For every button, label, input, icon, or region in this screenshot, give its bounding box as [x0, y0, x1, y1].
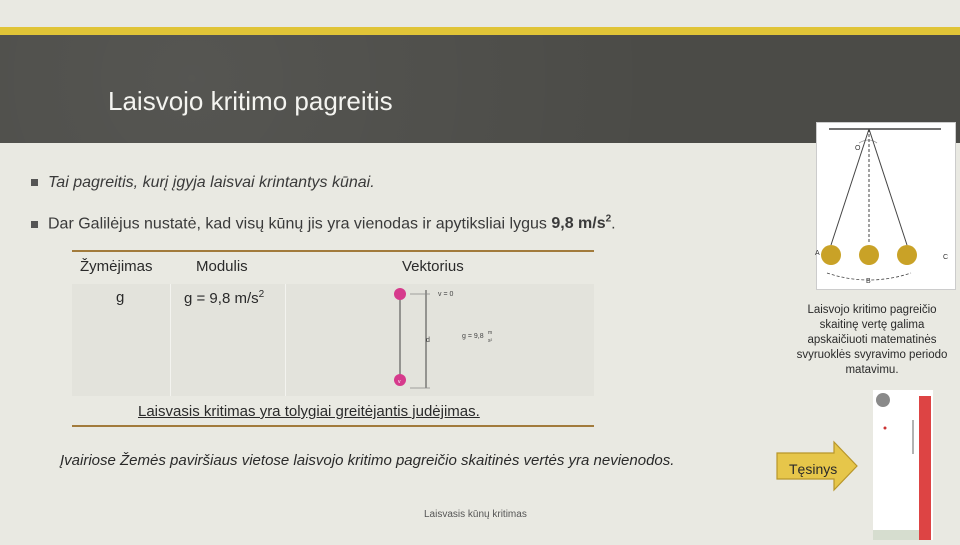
slide-title: Laisvojo kritimo pagreitis [108, 86, 393, 116]
table-body [72, 284, 594, 396]
bullet-square-icon [31, 221, 38, 228]
g-unit-bottom: s² [488, 338, 493, 344]
table-caption: Laisvasis kritimas yra tolygiai greitėjantis judėjimas. [138, 403, 480, 420]
column-divider [285, 284, 286, 396]
slide-footer: Laisvasis kūnų kritimas [424, 509, 527, 520]
simulation-thumbnail [873, 390, 933, 540]
column-divider [170, 284, 171, 396]
bob-a [821, 245, 841, 265]
g-label: g = 9,8 [462, 333, 484, 340]
v-bottom-label: v [398, 379, 401, 385]
bullet-text: Tai pagreitis, kurį įgyja laisvai krintantys kūnai. [48, 174, 375, 191]
col-header-vector: Vektorius [402, 258, 464, 275]
v-zero-label: v = 0 [438, 291, 454, 298]
bullet-item [31, 214, 616, 233]
cell-modulus: g = 9,8 $m/s^2$ [184, 289, 265, 307]
bob-b [859, 245, 879, 265]
pendulum-caption: Laisvojo kritimo pagreičio skaitinę vertę galima apskaičiuoti matematinės svyruoklės svyravimo periodo matavimu. [796, 304, 948, 376]
point-b-label: B [866, 278, 871, 285]
bob-c [897, 245, 917, 265]
table-bottom-rule [72, 425, 594, 427]
bullet-item [31, 174, 375, 192]
continue-label[interactable]: Tęsinys [789, 461, 838, 477]
col-header-symbol: Žymėjimas [80, 258, 153, 275]
point-a-label: A [815, 250, 820, 257]
bullet-end: . [611, 215, 616, 233]
pendulum-image [816, 122, 956, 290]
cell-symbol: g [116, 289, 125, 306]
pendulum-diagram [817, 123, 955, 289]
accent-bar [0, 27, 960, 35]
point-c-label: C [943, 254, 949, 261]
point-o-label: O [855, 145, 861, 152]
d-label: d [426, 337, 430, 344]
col-header-modulus: Modulis [196, 258, 248, 275]
fall-vector-diagram [386, 284, 506, 396]
drop-tower-graphic [873, 390, 933, 540]
g-unit-top: m [488, 330, 493, 336]
ball-top [394, 288, 406, 300]
bullet-square-icon [31, 179, 38, 186]
variation-note: Įvairiose Žemės paviršiaus vietose laisvojo kritimo pagreičio skaitinės vertės yra nevienodos. [60, 452, 675, 469]
accel-value: 9,8 $m/s^2$ [551, 214, 612, 233]
bullet-text: Dar Galilėjus nustatė, kad visų kūnų jis yra vienodas ir apytiksliai lygus [48, 215, 547, 233]
